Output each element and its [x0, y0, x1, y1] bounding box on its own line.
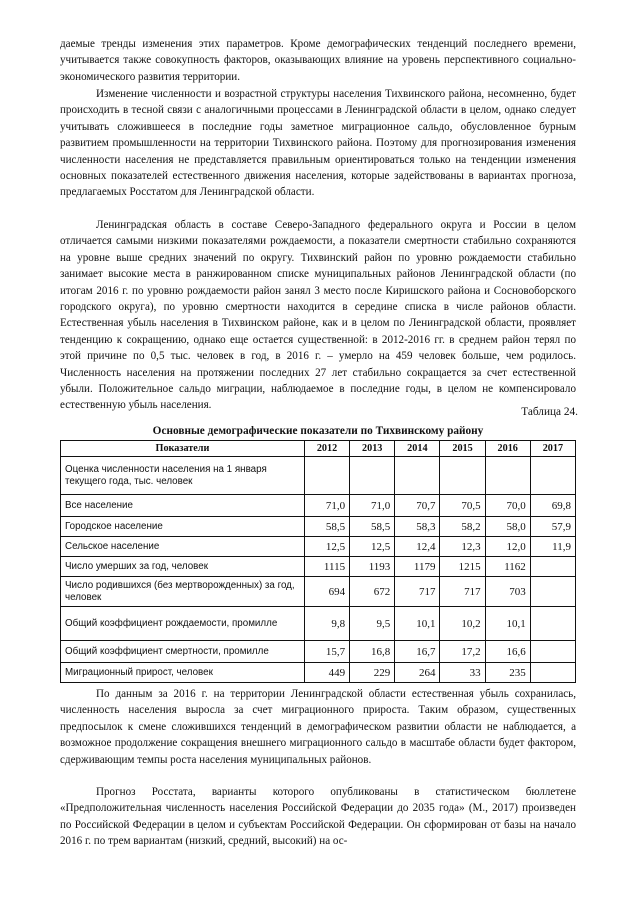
- cell-value: 11,9: [530, 537, 575, 557]
- cell-value: 10,2: [440, 607, 485, 641]
- cell-value: 58,5: [350, 517, 395, 537]
- paragraph-leningrad-region: Ленинградская область в составе Северо-Западного федерального округа и России в целом отличается самыми низкими показателями рождаемости, а показатели смертности стабильно сохраняются на уровне выше средних значений по округу. Тихвинский район по уровню рождаемости стабильно занимает высокие места в ранжированном списке муниципальных районов Ленинградской области (по итогам 2016 г. по уровню рождаемости район занял 3 место после Киришского района и Сосновоборского городского округа), по уровню смертности находится в середине списка в числе районов области. Естественная убыль населения в Тихвинском районе, как и в целом по Ленинградской области, проявляет тенденцию к сокращению, однако еще остается существенной: в 2012-2016 гг. в среднем район терял по этой причине по 0,5 тыс. человек в год, в 2016 г. – умерло на 459 человек больше, чем родилось. Численность населения на протяжении последних 27 лет стабильно сокращается за счет естественной убыли. Положительное сальдо миграции, наблюдаемое в последние годы, в целом не компенсировало естественную убыль населения.: [60, 219, 576, 412]
- paragraph-2016-data: По данным за 2016 г. на территории Ленинградской области естественная убыль сохранилась, численность населения выросла за счет миграционного прироста. Таким образом, существенных предпосылок к смене сложившихся тенденций в демографическом развитии области не наблюдается, а возможное продолжение сокращения внешнего миграционного сальдо в масштабе области будет фактором, сдерживающим темпы роста населения муниципальных районов.: [60, 688, 576, 766]
- cell-value: 69,8: [530, 495, 575, 517]
- table-row: [61, 607, 576, 641]
- row-label: Число родившихся (без мертворожденных) за год, человек: [61, 577, 305, 607]
- header-year-2012: 2012: [304, 441, 349, 457]
- cell-value: [485, 457, 530, 495]
- cell-value: [304, 457, 349, 495]
- header-year-2013: 2013: [350, 441, 395, 457]
- table-row: [61, 537, 576, 557]
- header-year-2014: 2014: [395, 441, 440, 457]
- cell-value: 70,5: [440, 495, 485, 517]
- cell-value: 12,5: [350, 537, 395, 557]
- table-row: [61, 557, 576, 577]
- cell-value: 229: [350, 663, 395, 683]
- cell-value: 449: [304, 663, 349, 683]
- cell-value: 57,9: [530, 517, 575, 537]
- cell-value: 17,2: [440, 641, 485, 663]
- table-title: Основные демографические показатели по Тихвинскому району: [152, 425, 484, 437]
- row-label: Миграционный прирост, человек: [61, 663, 305, 683]
- table-header-row: [61, 441, 576, 457]
- paragraph-population-change: Изменение численности и возрастной структуры населения Тихвинского района, несомненно, будет происходить в тесной связи с аналогичными процессами в Ленинградской области в целом, однако следует учитывать сложившееся в последние годы заметное миграционное сальдо, обусловленное бурным развитием промышленности на территории Тихвинского района. Поэтому для прогнозирования изменения численности населения не представляется правильным ориентироваться только на тенденции изменения основных показателей естественного движения населения, которые задействованы в вариантах прогноза, предлагаемых Росстатом для Ленинградской области.: [60, 88, 576, 199]
- cell-value: 71,0: [304, 495, 349, 517]
- table-row: [61, 457, 576, 495]
- header-year-2015: 2015: [440, 441, 485, 457]
- row-label: Число умерших за год, человек: [61, 557, 305, 577]
- cell-value: 71,0: [350, 495, 395, 517]
- cell-value: 58,2: [440, 517, 485, 537]
- cell-value: 15,7: [304, 641, 349, 663]
- cell-value: 1115: [304, 557, 349, 577]
- table-row: [61, 495, 576, 517]
- row-label: Сельское население: [61, 537, 305, 557]
- cell-value: [350, 457, 395, 495]
- cell-value: 672: [350, 577, 395, 607]
- table-row: [61, 663, 576, 683]
- cell-value: 12,0: [485, 537, 530, 557]
- cell-value: 16,7: [395, 641, 440, 663]
- cell-value: 12,4: [395, 537, 440, 557]
- cell-value: 694: [304, 577, 349, 607]
- cell-value: [395, 457, 440, 495]
- cell-value: [530, 607, 575, 641]
- cell-value: 235: [485, 663, 530, 683]
- cell-value: 1215: [440, 557, 485, 577]
- header-year-2017: 2017: [530, 441, 575, 457]
- cell-value: 58,0: [485, 517, 530, 537]
- table-row: [61, 641, 576, 663]
- cell-value: [530, 663, 575, 683]
- paragraph-rosstat-forecast: Прогноз Росстата, варианты которого опубликованы в статистическом бюллетене «Предположительная численность населения Российской Федерации до 2035 года» (М., 2017) произведен по Российской Федерации в целом и субъектам Российской Федерации. Он сформирован от базы на начало 2016 г. по трем вариантам (низкий, средний, высокий) на ос-: [60, 786, 576, 848]
- cell-value: 12,3: [440, 537, 485, 557]
- cell-value: 33: [440, 663, 485, 683]
- row-label: Все население: [61, 495, 305, 517]
- table-row: [61, 577, 576, 607]
- cell-value: 9,5: [350, 607, 395, 641]
- cell-value: 16,6: [485, 641, 530, 663]
- cell-value: 1162: [485, 557, 530, 577]
- cell-value: 717: [440, 577, 485, 607]
- cell-value: [440, 457, 485, 495]
- cell-value: 703: [485, 577, 530, 607]
- cell-value: [530, 577, 575, 607]
- cell-value: 1193: [350, 557, 395, 577]
- cell-value: [530, 457, 575, 495]
- header-year-2016: 2016: [485, 441, 530, 457]
- row-label: Оценка численности населения на 1 января текущего года, тыс. человек: [61, 457, 305, 495]
- header-indicators: Показатели: [61, 441, 305, 457]
- row-label: Городское население: [61, 517, 305, 537]
- cell-value: 70,7: [395, 495, 440, 517]
- row-label: Общий коэффициент смертности, промилле: [61, 641, 305, 663]
- cell-value: 10,1: [395, 607, 440, 641]
- cell-value: 58,3: [395, 517, 440, 537]
- cell-value: 12,5: [304, 537, 349, 557]
- table-number: Таблица 24.: [521, 406, 578, 418]
- cell-value: 58,5: [304, 517, 349, 537]
- row-label: Общий коэффициент рождаемости, промилле: [61, 607, 305, 641]
- cell-value: 264: [395, 663, 440, 683]
- cell-value: 10,1: [485, 607, 530, 641]
- demographic-table: [60, 440, 576, 683]
- cell-value: 16,8: [350, 641, 395, 663]
- cell-value: 1179: [395, 557, 440, 577]
- cell-value: 70,0: [485, 495, 530, 517]
- paragraph-intro-continuation: даемые тренды изменения этих параметров. Кроме демографических тенденций последнего времени, учитывается также совокупность факторов, оказывающих влияние на уровень перспективного социально-экономического развития территории.: [60, 38, 576, 83]
- cell-value: 717: [395, 577, 440, 607]
- cell-value: [530, 557, 575, 577]
- cell-value: 9,8: [304, 607, 349, 641]
- table-row: [61, 517, 576, 537]
- cell-value: [530, 641, 575, 663]
